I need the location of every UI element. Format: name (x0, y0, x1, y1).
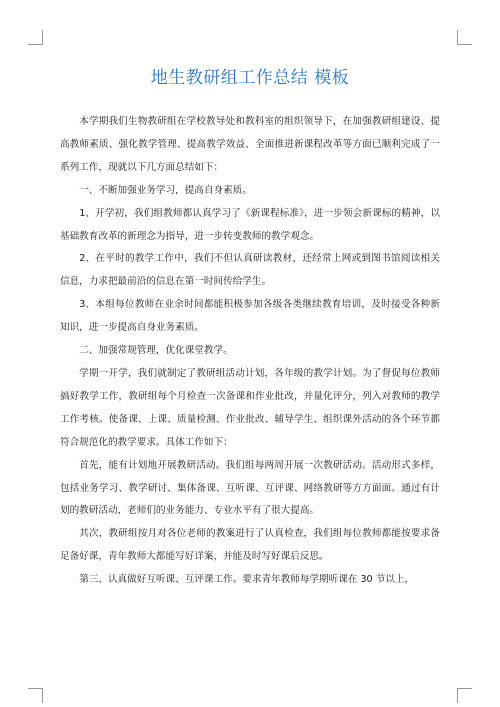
paragraph: 第三、认真做好互听课、互评课工作。要求青年教师每学期听课在 30 节以上， (79, 574, 415, 586)
section-heading-1: 一、不断加强业务学习，提高自身素质。 (79, 184, 252, 196)
paragraph: 1、开学初，我们组教师都认真学习了《新课程标准》，进一步领会新课标的精神，以基础教育改革的新理念为指导，进一步转变教师的教学观念。 (60, 207, 440, 242)
crop-mark-bottom-left (28, 688, 43, 703)
document-title: 地生教研组工作总结 模板 (150, 68, 350, 88)
paragraph: 3、本组每位教师在业余时间都能积极参加各级各类继续教育培训，及时接受各种新知识，进一步提高自身业务素质。 (60, 299, 440, 334)
paragraph: 首先，能有计划地开展教研活动。我们组每两周开展一次教研活动。活动形式多样，包括业务学习、教学研讨、集体备课、互听课、互评课、网络教研等方方面面。通过有计划的教研活动，老师们的业务能力、专业水平有了很大提高。 (60, 459, 440, 517)
crop-mark-top-left (28, 30, 43, 45)
paragraph: 其次，教研组按月对各位老师的教案进行了认真检查，我们组每位教师都能按要求备足备好课，青年教师大都能写好详案，并能及时写好课后反思。 (60, 528, 440, 563)
crop-mark-top-right (457, 30, 472, 45)
paragraph: 2、在平时的教学工作中，我们不但认真研读教材，还经常上网或到图书馆阅读相关信息，力求把最前沿的信息在第一时间传给学生。 (60, 253, 440, 288)
document-body (60, 111, 440, 592)
paragraph-intro: 本学期我们生物教研组在学校教导处和教科室的组织领导下，在加强教研组建设、提高教师素质、强化教学管理、提高教学效益、全面推进新课程改革等方面已顺利完成了一系列工作，现就以下几方面总结如下： (60, 116, 440, 173)
section-heading-2: 二、加强常规管理，优化课堂教学。 (79, 345, 233, 357)
paragraph: 学期一开学，我们就制定了教研组活动计划，各年级的教学计划。为了督促每位教师搞好教学工作，教研组每个月检查一次备课和作业批改，并量化评分，列入对教师的教学工作考核。使备课、上课、质量检测、作业批改、辅导学生、组织课外活动的各个环节都符合规范化的教学要求。具体工作如下： (60, 367, 440, 448)
crop-mark-bottom-right (457, 688, 472, 703)
